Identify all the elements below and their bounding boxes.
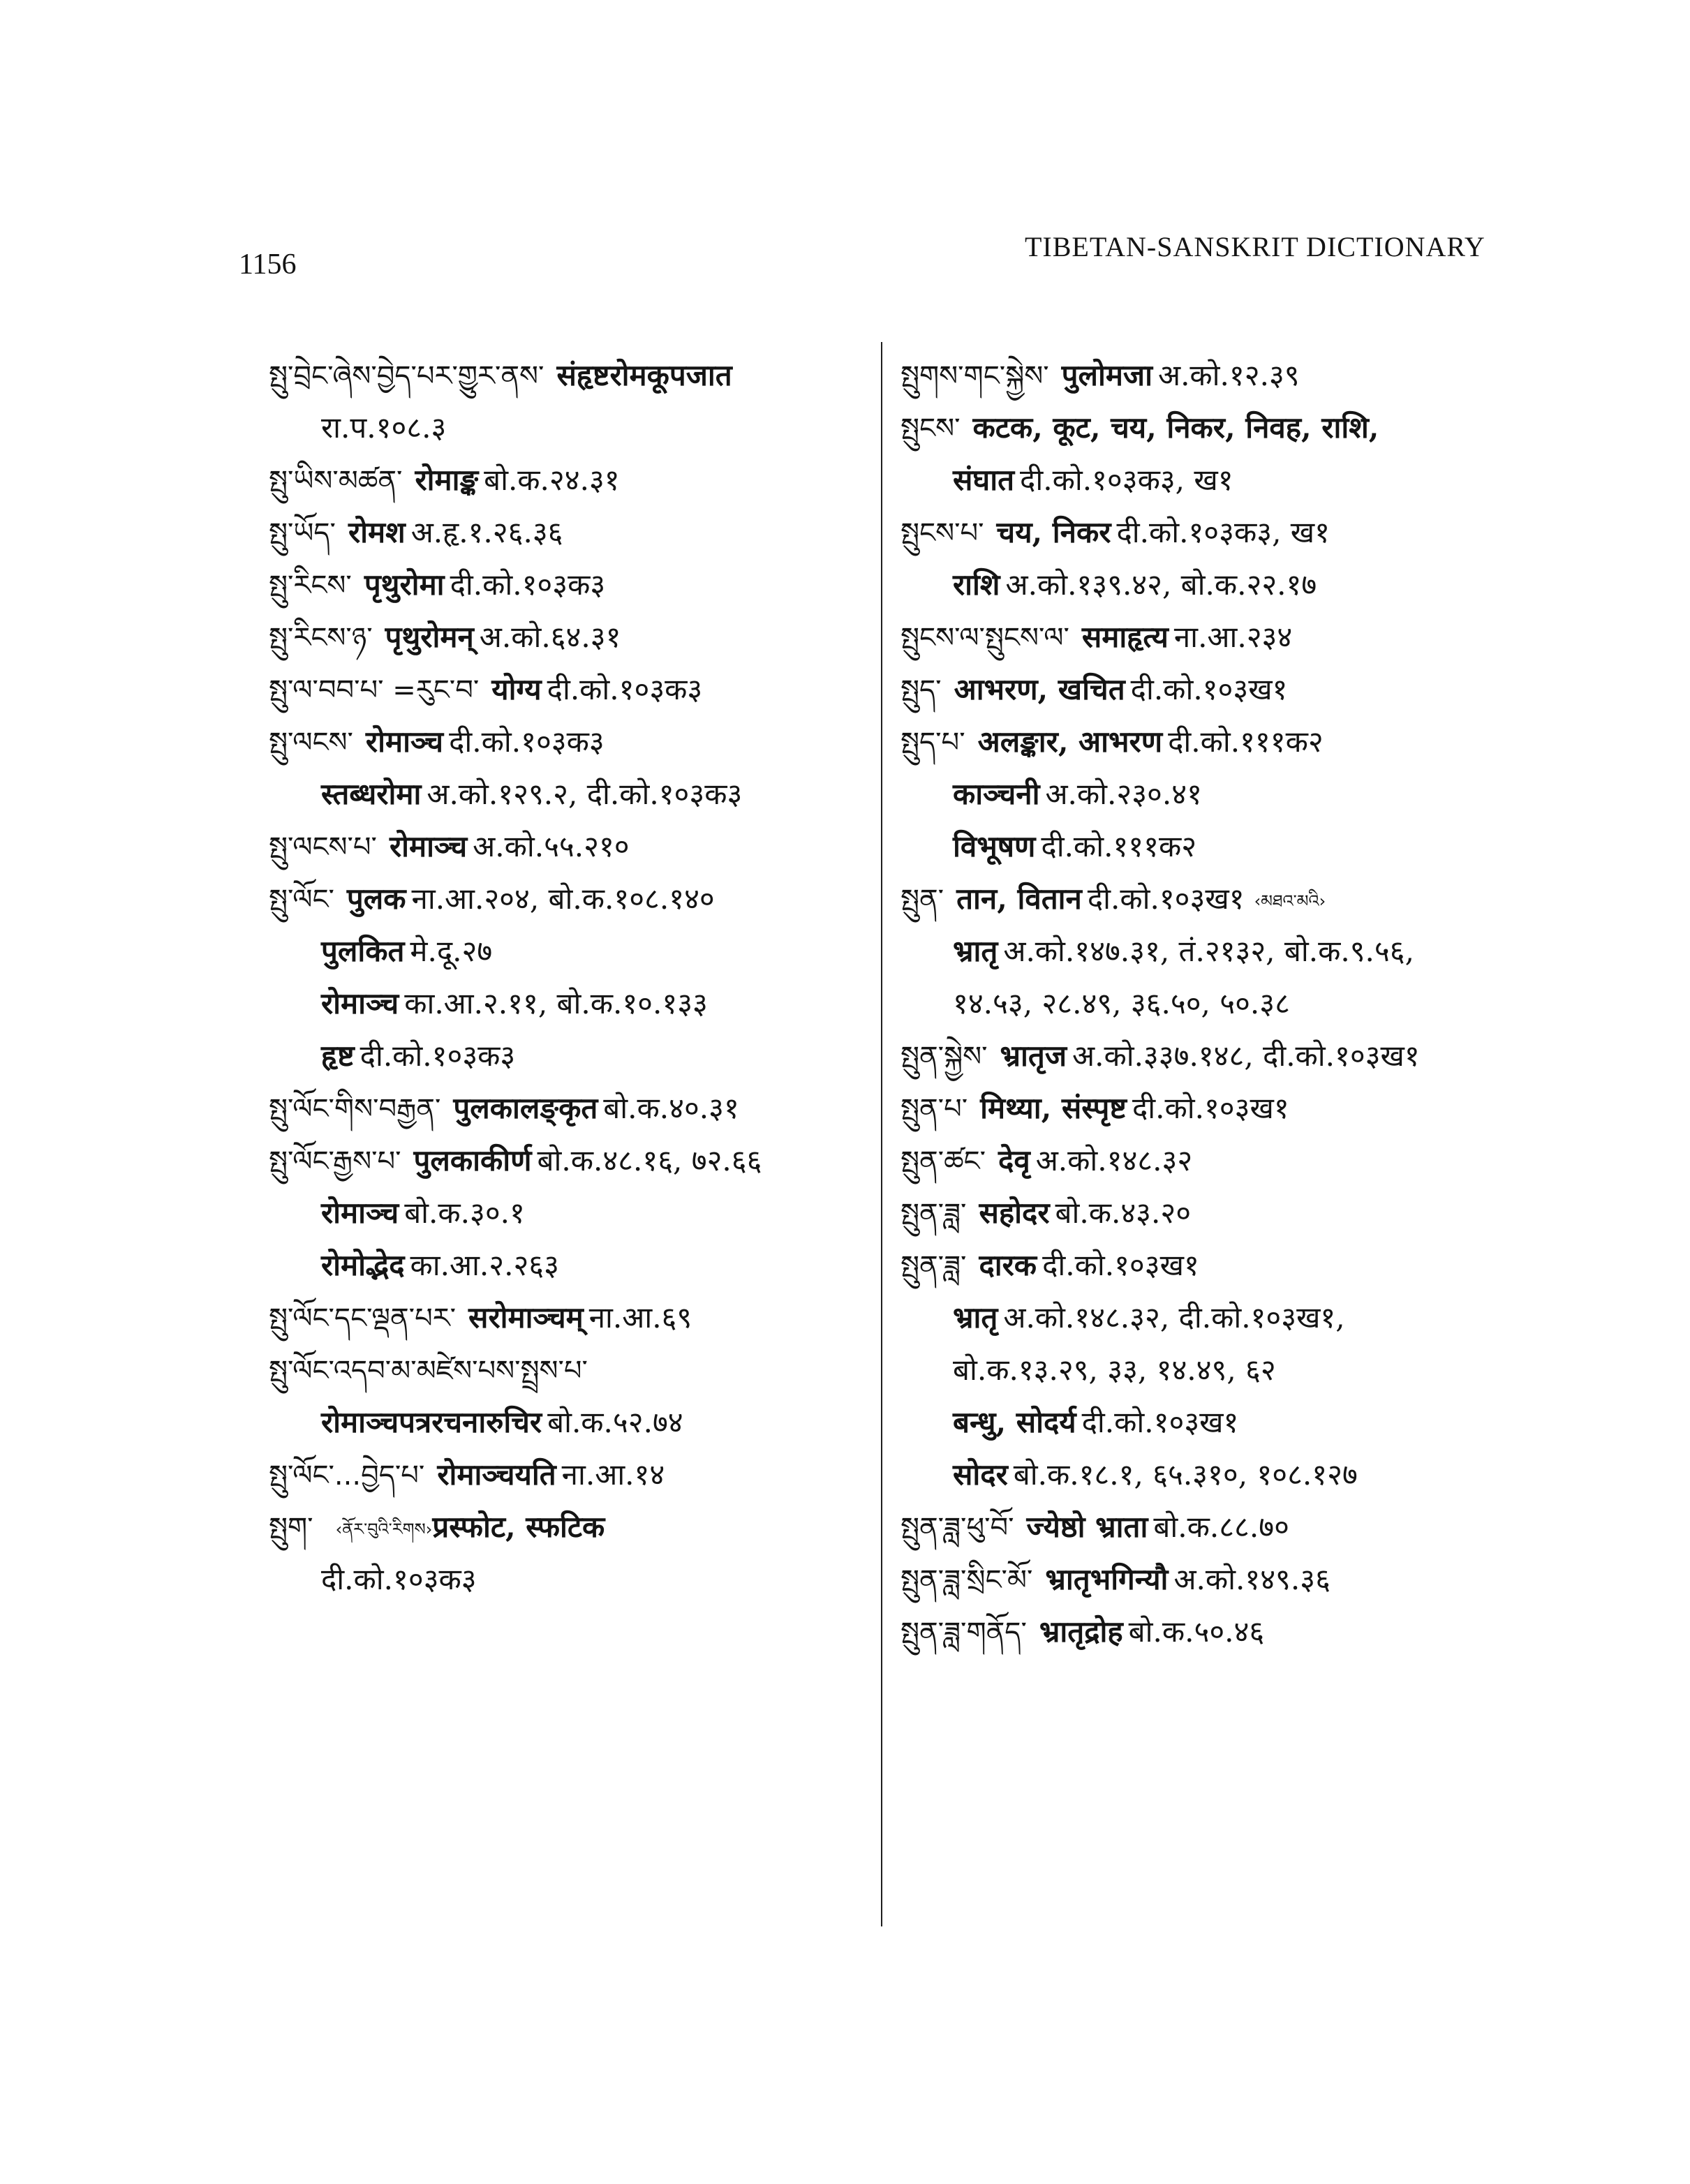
entry-headline [900,872,1515,925]
dictionary-entry [900,715,1515,872]
tibetan-headword: སྤུ་ལོང་དང་ལྡན་པར་ [269,1302,457,1335]
tibetan-headword: སྤུ་ལ་བབ་པ་ =རུང་བ་ [269,674,480,706]
sanskrit-equivalent: प्रस्फोट, स्फटिक [432,1510,605,1544]
source-reference: अ.को.१४८.३२, दी.को.१०३ख१, [1003,1300,1345,1335]
dictionary-entry [269,1448,876,1501]
entry-continuation [900,820,1515,872]
source-reference: मे.दू.२७ [410,934,493,968]
tibetan-headword: སྤུན་ཟླ་ [900,1198,967,1230]
sanskrit-equivalent: राशि [953,567,1000,602]
entry-headline [269,454,876,506]
source-reference: बो.क.१८.१, ६५.३१०, १०८.१२७ [1013,1457,1358,1492]
source-reference: अ.को.१३९.४२, बो.क.२२.१७ [1005,567,1317,602]
entry-headline [269,349,876,401]
tibetan-headword: སྤུ་ལོང་...བྱེད་པ་ [269,1459,425,1492]
tibetan-headword: སྤུན་ཟླ་ཕུ་བོ་ [900,1512,1014,1544]
sanskrit-equivalent: स्तब्धरोमा [321,777,422,811]
source-reference: ना.आ.१४ [561,1457,665,1492]
dictionary-entry [269,715,876,820]
sanskrit-equivalent: देवृ [998,1143,1030,1178]
sanskrit-equivalent: रोमाञ्च [321,1196,399,1230]
source-reference: ना.आ.६९ [588,1300,692,1335]
entry-continuation [900,454,1515,506]
source-reference: ना.आ.२०४, बो.क.१०८.१४० [411,882,715,916]
source-reference: रा.प.१०८.३ [321,410,447,445]
entry-headline [269,872,876,925]
sanskrit-equivalent: योग्य [491,672,542,706]
sanskrit-equivalent: पृथुरोमन् [385,620,474,654]
entry-headline [269,506,876,558]
dictionary-entry [900,1501,1515,1553]
dictionary-entry [900,1605,1515,1658]
entry-continuation [900,1396,1515,1448]
gloss-note: ‹མཐའ་མའི› [1254,891,1326,911]
source-reference: दी.को.१०३ख१ [1081,1405,1239,1439]
sanskrit-equivalent: अलङ्कार, आभरण [977,725,1163,759]
tibetan-headword: སྤུ་ལོང་གིས་བརྒྱན་ [269,1093,441,1125]
dictionary-entry [900,1030,1515,1082]
entry-continuation [269,1396,876,1448]
sanskrit-equivalent: संघात [953,463,1015,497]
tibetan-headword: སྤུ་རིངས་ཉ་ [269,622,373,654]
tibetan-headword: སྤུངས་པ་ [900,517,984,549]
entry-continuation [900,925,1515,977]
sanskrit-equivalent: पुलकाकीर्ण [413,1143,532,1178]
source-reference: अ.को.१४७.३१, तं.२१३२, बो.क.९.५६, [1003,934,1414,968]
source-reference: ना.आ.२३४ [1173,620,1293,654]
source-reference: बो.क.४३.२० [1055,1196,1192,1230]
tibetan-headword: སྤུངས་ལ་སྤུངས་ལ་ [900,622,1069,654]
sanskrit-equivalent: सरोमाञ्चम् [468,1300,584,1335]
source-reference: बो.क.५२.७४ [547,1405,683,1439]
entry-headline [269,1134,876,1187]
sanskrit-equivalent: रोमाञ्चपत्ररचनारुचिर [321,1405,542,1439]
entry-continuation [900,768,1515,820]
source-reference: दी.को.१०३क३ [449,725,605,759]
dictionary-entry [269,1344,876,1448]
source-reference: अ.को.२३०.४१ [1045,777,1202,811]
tibetan-headword: སྤུ་ལོང་རྒྱས་པ་ [269,1145,401,1178]
entry-headline [900,349,1515,401]
sanskrit-equivalent: पुलोमजा [1061,358,1152,392]
sanskrit-equivalent: काञ्चनी [953,777,1040,811]
tibetan-headword: སྤུན་ཚང་ [900,1145,986,1178]
tibetan-headword: སྤུད་ [900,674,942,706]
entry-continuation [269,977,876,1030]
entry-headline [269,1448,876,1501]
dictionary-entry [900,611,1515,663]
entry-headline [900,663,1515,715]
tibetan-headword: སྤུ་ལངས་ [269,727,353,759]
sanskrit-equivalent: रोमोद्भेद [321,1248,405,1282]
dictionary-entry [900,872,1515,1030]
tibetan-headword: སྤུད་པ་ [900,727,965,759]
source-reference: दी.को.१०३क३ [360,1039,516,1073]
entry-headline [900,1605,1515,1658]
sanskrit-equivalent: रोमाङ्क [415,463,479,497]
dictionary-entry [269,820,876,872]
sanskrit-equivalent: भ्रातृद्रोह [1039,1614,1123,1649]
source-reference: अ.को.५५.२१० [473,829,630,863]
sanskrit-equivalent: भ्रातृभगिन्यौ [1045,1562,1169,1596]
sanskrit-equivalent: पुलकित [321,934,405,968]
source-reference: बो.क.४०.३१ [603,1091,739,1125]
source-reference: बो.क.४८.१६, ७२.६६ [537,1143,762,1178]
source-reference: दी.को.१०३ख१ [1042,1248,1199,1282]
tibetan-headword: སྤུ་ལོང་ [269,884,334,916]
dictionary-entry [269,1291,876,1344]
entry-headline [900,1239,1515,1291]
source-reference: अ.को.१२.३९ [1157,358,1300,392]
entry-headline [900,1030,1515,1082]
source-reference: दी.को.१०३ख१ [1132,1091,1289,1125]
dictionary-entry [900,1239,1515,1501]
entry-continuation [269,1187,876,1239]
source-reference: का.आ.२.११, बो.क.१०.१३३ [404,986,708,1020]
entry-headline [900,1134,1515,1187]
entry-continuation [269,1553,876,1605]
source-reference: दी.को.१०३क३ [450,567,606,602]
entry-headline [269,715,876,768]
source-reference: बो.क.२४.३१ [484,463,620,497]
source-reference: दी.को.१११क२ [1168,725,1324,759]
tibetan-headword: སྤུ་ལངས་པ་ [269,831,377,863]
entry-continuation [900,1291,1515,1344]
source-reference: दी.को.१०३क३ [547,672,703,706]
dictionary-entry [269,1082,876,1134]
dictionary-entry [269,663,876,715]
source-reference: का.आ.२.२६३ [410,1248,559,1282]
tibetan-headword: སྤུ་བྲེང་ཞེས་བྱེད་པར་གྱུར་ནས་ [269,360,544,392]
source-reference: १४.५३, २८.४९, ३६.५०, ५०.३८ [953,986,1290,1020]
sanskrit-equivalent: दारक [979,1248,1037,1282]
tibetan-headword: སྤུ་རིངས་ [269,570,352,602]
entry-continuation [269,768,876,820]
source-reference: अ.को.३३७.१४८, दी.को.१०३ख१ [1072,1039,1420,1073]
entry-continuation [269,1239,876,1291]
dictionary-entry [900,1187,1515,1239]
gloss-note: ‹ནོར་བུའི་རིགས› [335,1519,433,1539]
sanskrit-equivalent: रोमाञ्च [321,986,399,1020]
entry-headline [269,820,876,872]
sanskrit-equivalent: तान, वितान [956,882,1082,916]
entry-headline [900,611,1515,663]
dictionary-entry [900,663,1515,715]
sanskrit-equivalent: भ्रातृ [953,1300,998,1335]
source-reference: अ.को.१२९.२, दी.को.१०३क३ [427,777,743,811]
source-reference: अ.हृ.१.२६.३६ [410,515,563,549]
sanskrit-equivalent: रोमश [348,515,406,549]
sanskrit-equivalent: पुलक [346,882,406,916]
sanskrit-equivalent: मिथ्या, संस्पृष्ट [980,1091,1127,1125]
sanskrit-equivalent: रोमाञ्च [389,829,468,863]
entry-headline [900,1187,1515,1239]
entry-headline [269,1501,876,1553]
dictionary-entry [900,1553,1515,1605]
right-column [900,349,1515,1658]
tibetan-headword: སྤུན་སྐྱེས་ [900,1041,988,1073]
entry-headline [269,1344,876,1396]
left-column [269,349,876,1605]
source-reference: दी.को.१०३क३, ख१ [1020,463,1233,497]
tibetan-headword: སྤུ་ལོང་འདབ་མ་མཛེས་པས་སྤྲས་པ་ [269,1355,588,1387]
source-reference: अ.को.१४९.३६ [1173,1562,1330,1596]
entry-headline [269,558,876,611]
dictionary-entry [269,1501,876,1605]
dictionary-entry [269,611,876,663]
entry-continuation [900,558,1515,611]
sanskrit-equivalent: संहृष्टरोमकूपजात [556,358,732,392]
tibetan-headword: སྤུན་ཟླ་གནོད་ [900,1617,1027,1649]
dictionary-entry [269,506,876,558]
entry-headline [900,506,1515,558]
dictionary-entry [269,349,876,454]
dictionary-entry [900,401,1515,506]
tibetan-headword: སྤུན་ཟླ་ [900,1250,967,1282]
source-reference: दी.को.१०३क३ [321,1562,477,1596]
source-reference: अ.को.१४८.३२ [1035,1143,1193,1178]
sanskrit-equivalent: समाहृत्य [1081,620,1169,654]
dictionary-entry [900,1134,1515,1187]
tibetan-headword: སྤུགས་གང་སྐྱེས་ [900,360,1049,392]
tibetan-headword: སྤུན་པ་ [900,1093,968,1125]
dictionary-entry [900,349,1515,401]
tibetan-headword: སྤུག་ [269,1512,313,1544]
entry-headline [900,1501,1515,1553]
entry-continuation [900,1448,1515,1501]
entry-continuation [900,977,1515,1030]
tibetan-headword: སྤུན་ཟླ་སྲིང་མོ་ [900,1564,1033,1596]
entry-headline [900,715,1515,768]
entry-continuation [269,1030,876,1082]
source-reference: दी.को.१०३ख१ [1130,672,1288,706]
source-reference: बो.क.३०.१ [404,1196,525,1230]
sanskrit-equivalent: विभूषण [953,829,1036,863]
sanskrit-equivalent: भ्रातृज [1000,1039,1067,1073]
sanskrit-equivalent: आभरण, खचित [954,672,1125,706]
entry-headline [269,663,876,715]
source-reference: बो.क.५०.४६ [1128,1614,1265,1649]
sanskrit-equivalent: रोमाञ्चयति [437,1457,556,1492]
tibetan-headword: སྤུན་ [900,884,944,916]
column-divider [881,342,882,1926]
entry-headline [900,401,1515,454]
sanskrit-equivalent: चय, निकर [996,515,1111,549]
running-head: TIBETAN-SANSKRIT DICTIONARY [1025,231,1485,262]
sanskrit-equivalent: रोमाञ्च [365,725,444,759]
dictionary-entry [269,454,876,506]
sanskrit-equivalent: सोदर [953,1457,1008,1492]
tibetan-headword: སྤུངས་ [900,413,961,445]
entry-headline [269,611,876,663]
sanskrit-equivalent: भ्रातृ [953,934,998,968]
tibetan-headword: སྤུ་ཡིས་མཚན་ [269,465,403,497]
sanskrit-equivalent: पुलकालङ्कृत [453,1091,598,1125]
entry-continuation [269,925,876,977]
source-reference: अ.को.६४.३१ [479,620,621,654]
sanskrit-equivalent: बन्धु, सोदर्य [953,1405,1076,1439]
dictionary-entry [269,872,876,1082]
sanskrit-equivalent: ज्येष्ठो भ्राता [1026,1510,1148,1544]
source-reference: दी.को.१०३क३, ख१ [1116,515,1330,549]
entry-headline [269,1082,876,1134]
tibetan-headword: སྤུ་ཡོད་ [269,517,336,549]
dictionary-entry [900,1082,1515,1134]
sanskrit-equivalent: कटक, कूट, चय, निकर, निवह, राशि, [972,410,1379,445]
sanskrit-equivalent: हृष्ट [321,1039,355,1073]
sanskrit-equivalent: सहोदर [979,1196,1050,1230]
entry-headline [900,1082,1515,1134]
entry-headline [269,1291,876,1344]
dictionary-entry [269,558,876,611]
entry-continuation [269,401,876,454]
source-reference: बो.क.१३.२९, ३३, १४.४९, ६२ [953,1353,1276,1387]
source-reference: दी.को.१११क२ [1041,829,1197,863]
dictionary-entry [269,1134,876,1291]
source-reference: दी.को.१०३ख१ [1087,882,1245,916]
sanskrit-equivalent: पृथुरोमा [364,567,445,602]
page-number: 1156 [239,248,297,281]
entry-continuation [900,1344,1515,1396]
source-reference: बो.क.८८.७० [1153,1510,1289,1544]
entry-headline [900,1553,1515,1605]
dictionary-entry [900,506,1515,611]
